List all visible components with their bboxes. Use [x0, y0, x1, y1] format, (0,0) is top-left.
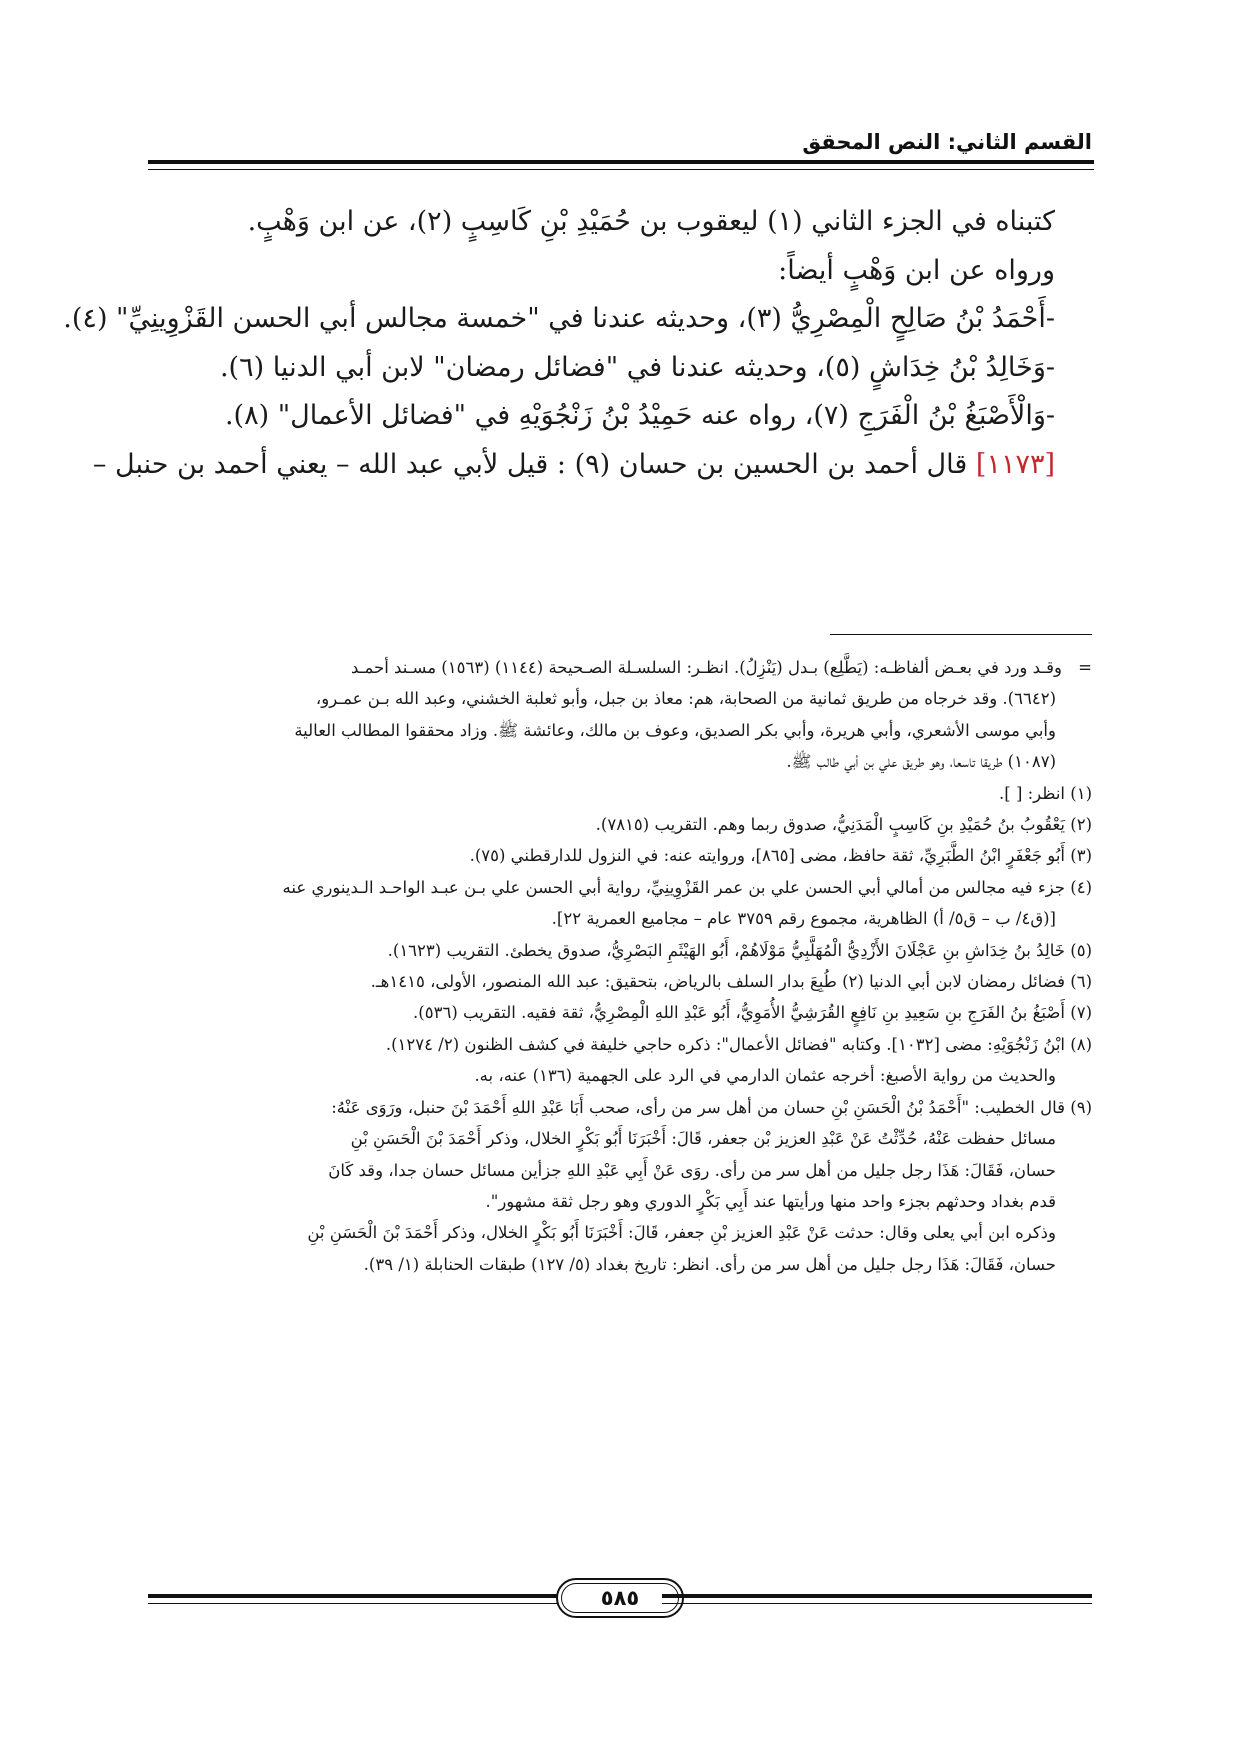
footnote-8: (٨) ابْنُ زَنْجُوَيْهِ: مضى [١٠٣٢]. وكتابه "فضائل الأعمال": ذكره حاجي خليفة في كشف الظنون (٢/ ١٢٧٤). [385, 1034, 1092, 1054]
main-line: -وَخَالِدُ بْنُ خِدَاشٍ (٥)، وحديثه عندنا في "فضائل رمضان" لابن أبي الدنيا (٦). [219, 351, 1055, 383]
footnote-8-continuation: والحديث من رواية الأصبغ: أخرجه عثمان الدارمي في الرد على الجهمية (١٣٦) عنه، به. [474, 1066, 1056, 1086]
footnote-9: (٩) قال الخطيب: "أَحْمَدُ بْنُ الْحَسَنِ بْنِ حسان من أهل سر من رأى، صحب أَبَا عَبْدِ اللهِ أَحْمَدَ بْنَ حنبل، ورَوَى عَنْهُ: [331, 1097, 1092, 1117]
footnote-4: (٤) جزء فيه مجالس من أمالي أبي الحسن علي بن عمر القَزْوِينِيِّ، رواية أبي الحسن علي بـن عبـد الواحـد الـدينوري عنه [282, 877, 1092, 897]
entry-text: قال أحمد بن الحسين بن حسان (٩) : قيل لأبي عبد الله – يعني أحمد بن حنبل – [92, 448, 976, 480]
footnote-9-continuation: قدم بغداد وحدثهم بجزء واحد منها ورأيتها عند أَبِي بَكْرٍ الدوري وهو رجل ثقة مشهور". [485, 1191, 1056, 1211]
footnote-9-continuation: حسان، فَقَالَ: هَذَا رجل جليل من أهل سر من رأى. روَى عَنْ أَبِي عَبْدِ اللهِ جزأين مسائل حسان جدا، وقد كَانَ [328, 1160, 1056, 1180]
footnote-separator [830, 634, 1092, 635]
footnote-6: (٦) فضائل رمضان لابن أبي الدنيا (٢) طُبِعَ بدار السلف بالرياض، بتحقيق: عبد الله المنصور، الأولى، ١٤١٥هـ. [370, 972, 1092, 992]
footnotes-block [146, 652, 1092, 1280]
page-number: ٥٨٥ [600, 1586, 640, 1610]
footnote-9-continuation: حسان، فَقَالَ: هَذَا رجل جليل من أهل سر من رأى. انظر: تاريخ بغداد (٥/ ١٢٧) طبقات الحنابلة (١/ ٣٩). [363, 1254, 1056, 1274]
continuation-marker: = [1078, 658, 1092, 677]
running-header: القسم الثاني: النص المحقق [802, 130, 1092, 154]
footnote-9-continuation: وذكره ابن أبي يعلى وقال: حدثت عَنْ عَبْدِ العزيز بْنِ جعفر، قَالَ: أَخْبَرَنَا أَبُو بَكْرٍ الخلال، وذكر أَحْمَدَ بْنَ الْحَسَنِ بْنِ [307, 1223, 1056, 1243]
main-line: كتبناه في الجزء الثاني (١) ليعقوب بن حُمَيْدِ بْنِ كَاسِبٍ (٢)، عن ابن وَهْبٍ. [247, 206, 1055, 237]
footnote-9-continuation: مسائل حفظت عَنْهُ، حُدِّثْتُ عَنْ عَبْدِ العزيز بْن جعفر، قَالَ: أَخْبَرَنَا أَبُو بَكْرٍ الخلال، وذكر أَحْمَدَ بْنَ الْحَسَنِ بْنِ [350, 1129, 1056, 1149]
footnote-continuation-line: وأبي موسى الأشعري، وأبي هريرة، وأبي بكر الصديق، وعوف بن مالك، وعائشة ﷺ. وزاد محققوا المطالب العالية [294, 720, 1056, 740]
footnote-2: (٢) يَعْقُوبُ بنُ حُمَيْدِ بنِ كَاسِبٍ الْمَدَنِيُّ، صدوق ربما وهم. التقريب (٧٨١٥). [595, 815, 1092, 835]
main-text-block [63, 198, 1055, 489]
footnote-4-continuation: [(ق٤/ ب – ق٥/ أ) الظاهرية، مجموع رقم ٣٧٥٩ عام – مجاميع العمرية ٢٢]. [551, 909, 1056, 929]
header-double-rule [148, 160, 1094, 170]
footer-rule-left [148, 1594, 558, 1604]
footnote-continuation-line: (٦٦٤٢). وقد خرجاه من طريق ثمانية من الصحابة، هم: معاذ بن جبل، وأبو ثعلبة الخشني، وعبد الله بـن عمـرو، [315, 689, 1056, 709]
main-line: -وَالْأَصْبَغُ بْنُ الْفَرَجِ (٧)، رواه عنه حَمِيْدُ بْنُ زَنْجُوَيْهِ في "فضائل الأعمال" (٨). [224, 400, 1055, 431]
footnote-continuation-line [146, 652, 1092, 683]
main-line: ورواه عن ابن وَهْبٍ أيضاً: [778, 254, 1055, 286]
footnote-1: (١) انظر: [ ]. [999, 783, 1092, 803]
footnote-5: (٥) خَالِدُ بنُ خِدَاشِ بنِ عَجْلَانَ الأَزْدِيُّ الْمُهَلَّبِيُّ مَوْلَاهُمْ، أَبُو الهَيْثَمِ البَصْرِيُّ، صدوق يخطئ. التقريب (١٦٢٣). [387, 940, 1092, 960]
main-line: -أَحْمَدُ بْنُ صَالِحٍ الْمِصْرِيُّ (٣)، وحديثه عندنا في "خمسة مجالس أبي الحسن القَزْوِينِيِّ" (٤). [63, 303, 1055, 334]
footnote-3: (٣) أَبُو جَعْفَرٍ ابْنُ الطَّبَرِيِّ، ثقة حافظ، مضى [٨٦٥]، وروايته عنه: في النزول للدارقطني (٧٥). [469, 846, 1092, 866]
footnote-7: (٧) أَصْبَغُ بنُ الفَرَجِ بنِ سَعِيدِ بنِ نَافِعٍ القُرَشِيُّ الأُمَوِيُّ، أَبُو عَبْدِ اللهِ الْمِصْرِيُّ، ثقة فقيه. التقريب (٥٣٦). [413, 1003, 1092, 1023]
footer-rule-right [662, 1594, 1092, 1604]
main-line-entry [92, 441, 1055, 490]
footnote-continuation-line: (١٠٨٧) طريقا تاسعا، وهو طريق علي بن أبي طالب ﷺ. [786, 752, 1056, 772]
entry-number: [١١٧٣] [975, 448, 1055, 480]
footnote-text: وقـد ورد في بعـض ألفاظـه: (يَطَّلِع) بـدل (يَنْزِلُ). انظـر: السلسـلة الصـحيحة (١١٤٤) (١٥٦٣) مسـند أحمـد [350, 658, 1062, 677]
